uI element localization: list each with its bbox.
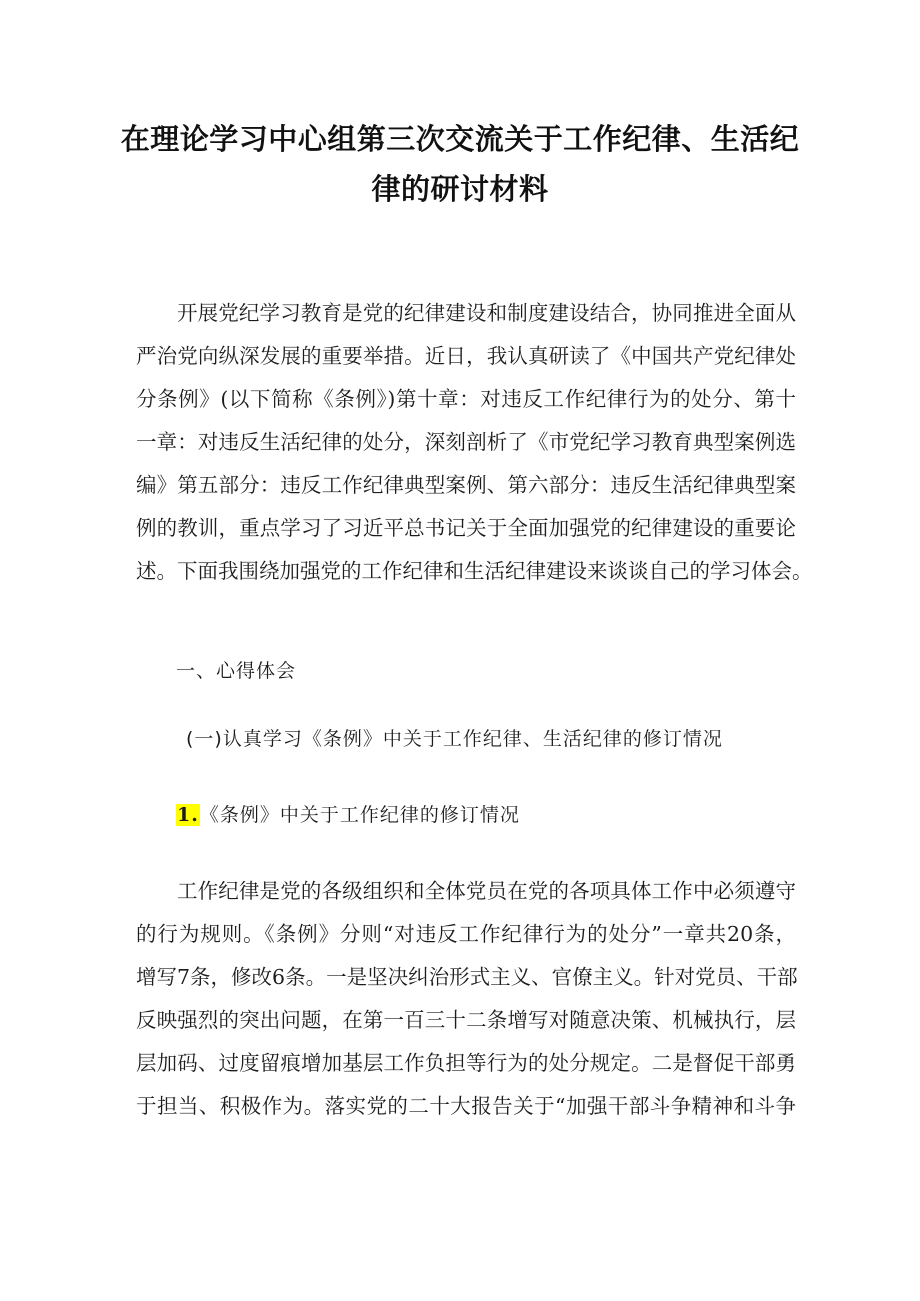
paragraph-line: 分条例》(以下简称《条例》)第十章：对违反工作纪律行为的处分、第十	[136, 387, 796, 411]
paragraph-line: 工作纪律是党的各级组织和全体党员在党的各项具体工作中必须遵守	[177, 879, 796, 903]
intro-paragraph	[136, 292, 813, 593]
title-line-1: 在理论学习中心组第三次交流关于工作纪律、生活纪	[120, 122, 800, 156]
paragraph-line: 例的教训，重点学习了习近平总书记关于全面加强党的纪律建设的重要论	[136, 516, 796, 540]
paragraph-line: 述。下面我围绕加强党的工作纪律和生活纪律建设来谈谈自己的学习体会。	[136, 559, 813, 583]
paragraph-line: 开展党纪学习教育是党的纪律建设和制度建设结合，协同推进全面从	[177, 301, 796, 325]
paragraph-line: 层加码、过度留痕增加基层工作负担等行为的处分规定。二是督促干部勇	[136, 1051, 796, 1075]
highlighted-item-number: 1.	[177, 804, 199, 826]
title-line-2: 律的研讨材料	[371, 172, 549, 206]
paragraph-line: 一章：对违反生活纪律的处分，深刻剖析了《市党纪学习教育典型案例选	[136, 430, 796, 454]
subsection-heading: (一)认真学习《条例》中关于工作纪律、生活纪律的修订情况	[186, 728, 723, 750]
paragraph-line: 反映强烈的突出问题，在第一百三十二条增写对随意决策、机械执行，层	[136, 1008, 796, 1032]
paragraph-line: 增写7条，修改6条。一是坚决纠治形式主义、官僚主义。针对党员、干部	[136, 965, 798, 989]
paragraph-line: 编》第五部分：违反工作纪律典型案例、第六部分：违反生活纪律典型案	[136, 473, 796, 497]
item-heading-text: 《条例》中关于工作纪律的修订情况	[199, 804, 520, 826]
section-heading-1: 一、心得体会	[176, 660, 297, 682]
paragraph-line: 的行为规则。《条例》分则“对违反工作纪律行为的处分”一章共20条，	[136, 922, 796, 946]
work-discipline-paragraph	[136, 870, 796, 1128]
item-heading	[176, 800, 520, 830]
document-title	[120, 114, 800, 214]
paragraph-line: 严治党向纵深发展的重要举措。近日，我认真研读了《中国共产党纪律处	[136, 344, 796, 368]
paragraph-line: 于担当、积极作为。落实党的二十大报告关于“加强干部斗争精神和斗争	[136, 1094, 796, 1118]
